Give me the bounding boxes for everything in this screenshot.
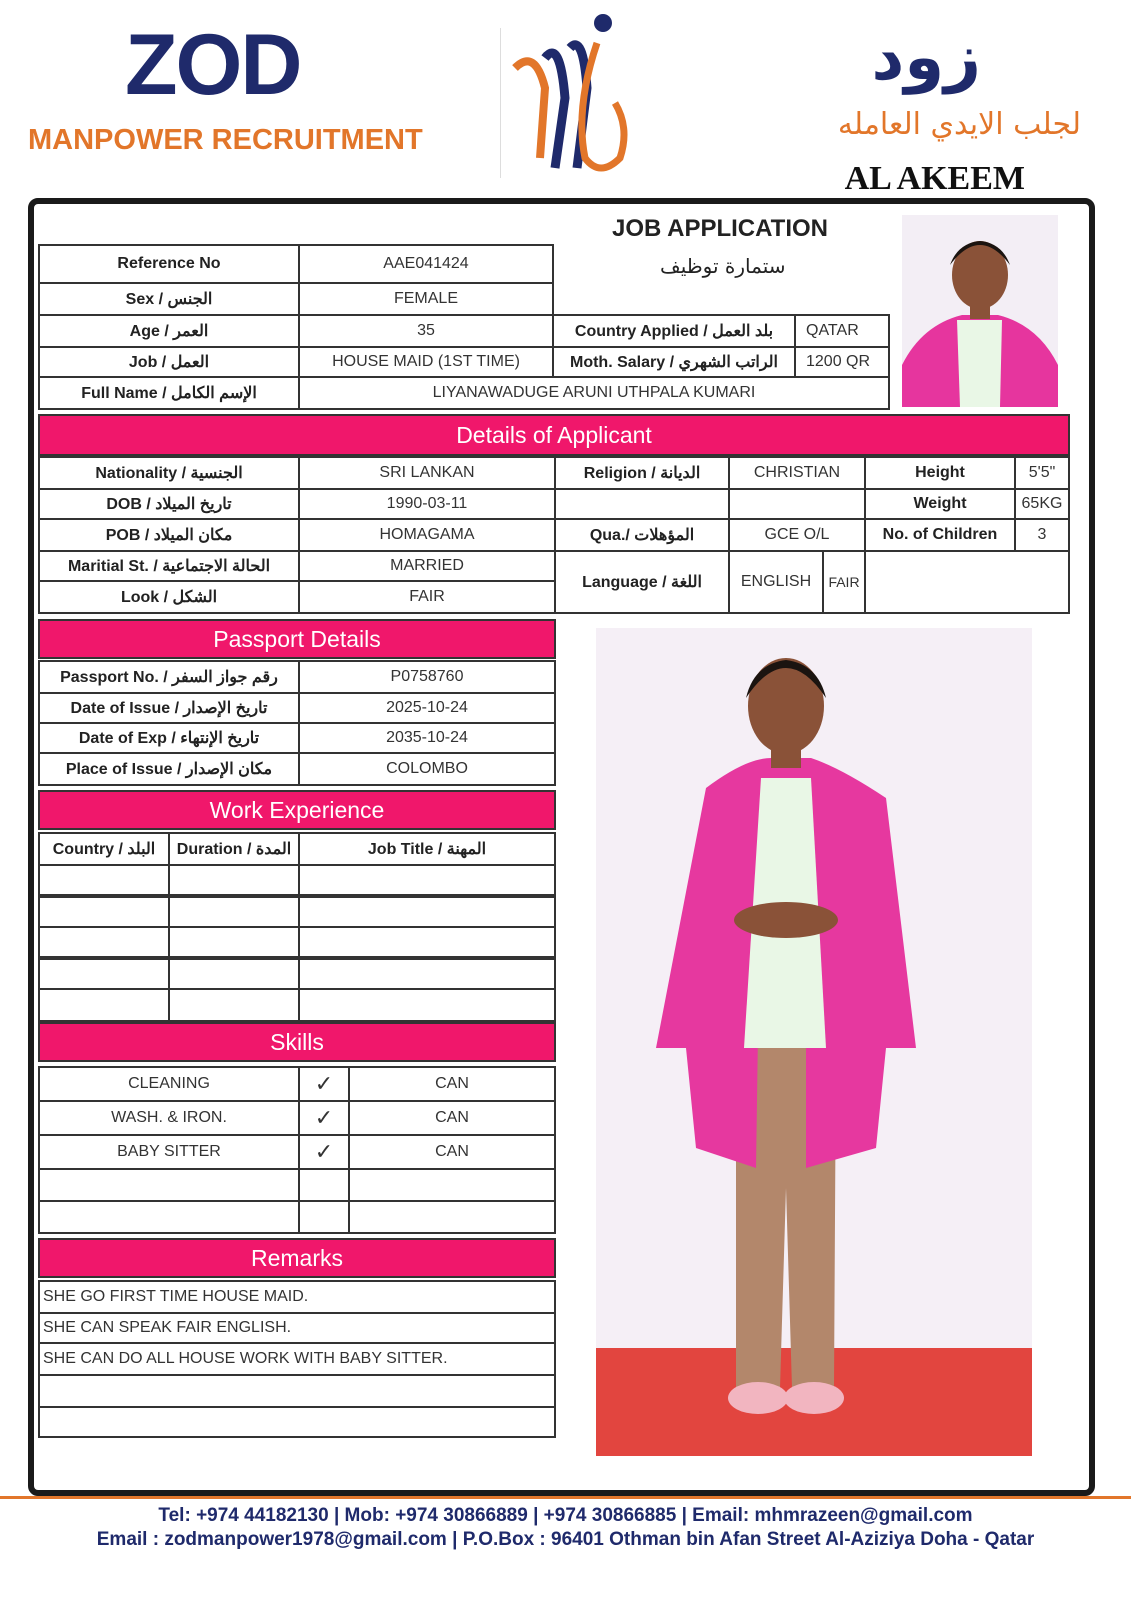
experience-empty-cell <box>38 926 170 960</box>
applicant-full-body-photo <box>596 628 1032 1456</box>
empty-cell <box>348 1200 556 1234</box>
empty-cell <box>38 1406 556 1438</box>
experience-empty-cell <box>168 894 300 928</box>
skill-check-icon: ✓ <box>298 1100 350 1136</box>
empty-cell <box>38 1168 300 1202</box>
date-of-issue-value: 2025-10-24 <box>298 692 556 724</box>
marital-value: MARRIED <box>298 550 556 582</box>
al-akeem-label: AL AKEEM <box>844 160 1025 197</box>
religion-label: Religion / الديانة <box>554 456 730 490</box>
religion-value: CHRISTIAN <box>728 456 866 490</box>
skill-status: CAN <box>348 1134 556 1170</box>
sex-value: FEMALE <box>298 282 554 316</box>
work-experience-heading: Work Experience <box>38 790 556 830</box>
passport-no-value: P0758760 <box>298 660 556 694</box>
language-level-value: FAIR <box>822 550 866 614</box>
weight-label: Weight <box>864 488 1016 520</box>
skill-check-icon: ✓ <box>298 1134 350 1170</box>
empty-cell <box>38 1374 556 1408</box>
dob-value: 1990-03-11 <box>298 488 556 520</box>
experience-empty-cell <box>38 988 170 1022</box>
brand-logo-text: ZOD <box>125 17 301 113</box>
remarks-heading: Remarks <box>38 1238 556 1278</box>
experience-empty-cell <box>168 864 300 898</box>
language-label: Language / اللغة <box>554 550 730 614</box>
brand-subtitle: MANPOWER RECRUITMENT <box>28 124 423 156</box>
place-of-issue-value: COLOMBO <box>298 752 556 786</box>
language-value: ENGLISH <box>728 550 824 614</box>
empty-cell <box>728 488 866 520</box>
experience-empty-cell <box>168 988 300 1022</box>
brand-emblem-icon <box>505 8 630 178</box>
experience-empty-cell <box>298 894 556 928</box>
empty-cell <box>864 550 1070 614</box>
header-divider <box>500 28 501 178</box>
empty-cell <box>298 1200 350 1234</box>
place-of-issue-label: Place of Issue / مكان الإصدار <box>38 752 300 786</box>
experience-duration-header: Duration / المدة <box>168 832 300 866</box>
passport-no-label: Passport No. / رقم جواز السفر <box>38 660 300 694</box>
footer-divider <box>0 1496 1131 1499</box>
experience-empty-cell <box>168 956 300 990</box>
reference-value: AAE041424 <box>298 244 554 284</box>
skill-status: CAN <box>348 1066 556 1102</box>
date-of-exp-value: 2035-10-24 <box>298 722 556 754</box>
country-applied-value: QATAR <box>794 314 890 348</box>
country-applied-label: Country Applied / بلد العمل <box>552 314 796 348</box>
empty-cell <box>298 1168 350 1202</box>
job-label: Job / العمل <box>38 346 300 378</box>
weight-value: 65KG <box>1014 488 1070 520</box>
dob-label: DOB / تاريخ الميلاد <box>38 488 300 520</box>
experience-job-title-header: Job Title / المهنة <box>298 832 556 866</box>
arabic-brand-logo: زود <box>871 21 981 95</box>
children-label: No. of Children <box>864 518 1016 552</box>
experience-empty-cell <box>168 926 300 960</box>
empty-cell <box>554 488 730 520</box>
age-label: Age / العمر <box>38 314 300 348</box>
experience-empty-cell <box>38 894 170 928</box>
height-value: 5'5" <box>1014 456 1070 490</box>
nationality-label: Nationality / الجنسية <box>38 456 300 490</box>
skill-name: CLEANING <box>38 1066 300 1102</box>
arabic-brand-subtitle: لجلب الايدي العامله <box>837 107 1081 142</box>
remark-line: SHE CAN DO ALL HOUSE WORK WITH BABY SITTER. <box>38 1342 556 1376</box>
qualification-value: GCE O/L <box>728 518 866 552</box>
date-of-issue-label: Date of Issue / تاريخ الإصدار <box>38 692 300 724</box>
skill-status: CAN <box>348 1100 556 1136</box>
height-label: Height <box>864 456 1016 490</box>
remark-line: SHE CAN SPEAK FAIR ENGLISH. <box>38 1312 556 1344</box>
children-value: 3 <box>1014 518 1070 552</box>
full-name-label: Full Name / الإسم الكامل <box>38 376 300 410</box>
pob-label: POB / مكان الميلاد <box>38 518 300 552</box>
sex-label: Sex / الجنس <box>38 282 300 316</box>
reference-label: Reference No <box>38 244 300 284</box>
experience-empty-cell <box>38 956 170 990</box>
look-value: FAIR <box>298 580 556 614</box>
empty-cell <box>38 1200 300 1234</box>
nationality-value: SRI LANKAN <box>298 456 556 490</box>
empty-cell <box>348 1168 556 1202</box>
applicant-portrait-photo <box>902 215 1058 407</box>
experience-empty-cell <box>298 956 556 990</box>
skill-name: BABY SITTER <box>38 1134 300 1170</box>
remark-line: SHE GO FIRST TIME HOUSE MAID. <box>38 1280 556 1314</box>
salary-value: 1200 QR <box>794 346 890 378</box>
date-of-exp-label: Date of Exp / تاريخ الإنتهاء <box>38 722 300 754</box>
footer-address-line: Email : zodmanpower1978@gmail.com | P.O.Box : 96401 Othman bin Afan Street Al-Aziziya Doha - Qatar <box>96 1529 1035 1550</box>
pob-value: HOMAGAMA <box>298 518 556 552</box>
qualification-label: Qua./ المؤهلات <box>554 518 730 552</box>
experience-empty-cell <box>298 926 556 960</box>
skill-check-icon: ✓ <box>298 1066 350 1102</box>
footer-contact-line: Tel: +974 44182130 | Mob: +974 30866889 | +974 30866885 | Email: mhmrazeen@gmail.com <box>158 1505 973 1526</box>
job-value: HOUSE MAID (1ST TIME) <box>298 346 554 378</box>
full-name-value: LIYANAWADUGE ARUNI UTHPALA KUMARI <box>298 376 890 410</box>
skill-name: WASH. & IRON. <box>38 1100 300 1136</box>
salary-label: Moth. Salary / الراتب الشهري <box>552 346 796 378</box>
form-title-arabic: ستمارة توظيف <box>660 254 786 278</box>
experience-empty-cell <box>298 988 556 1022</box>
skills-heading: Skills <box>38 1022 556 1062</box>
passport-details-heading: Passport Details <box>38 619 556 659</box>
experience-empty-cell <box>38 864 170 898</box>
details-of-applicant-heading: Details of Applicant <box>38 414 1070 456</box>
age-value: 35 <box>298 314 554 348</box>
experience-country-header: Country / البلد <box>38 832 170 866</box>
experience-empty-cell <box>298 864 556 898</box>
form-title: JOB APPLICATION <box>612 215 829 242</box>
look-label: Look / الشكل <box>38 580 300 614</box>
marital-label: Maritial St. / الحالة الاجتماعية <box>38 550 300 582</box>
